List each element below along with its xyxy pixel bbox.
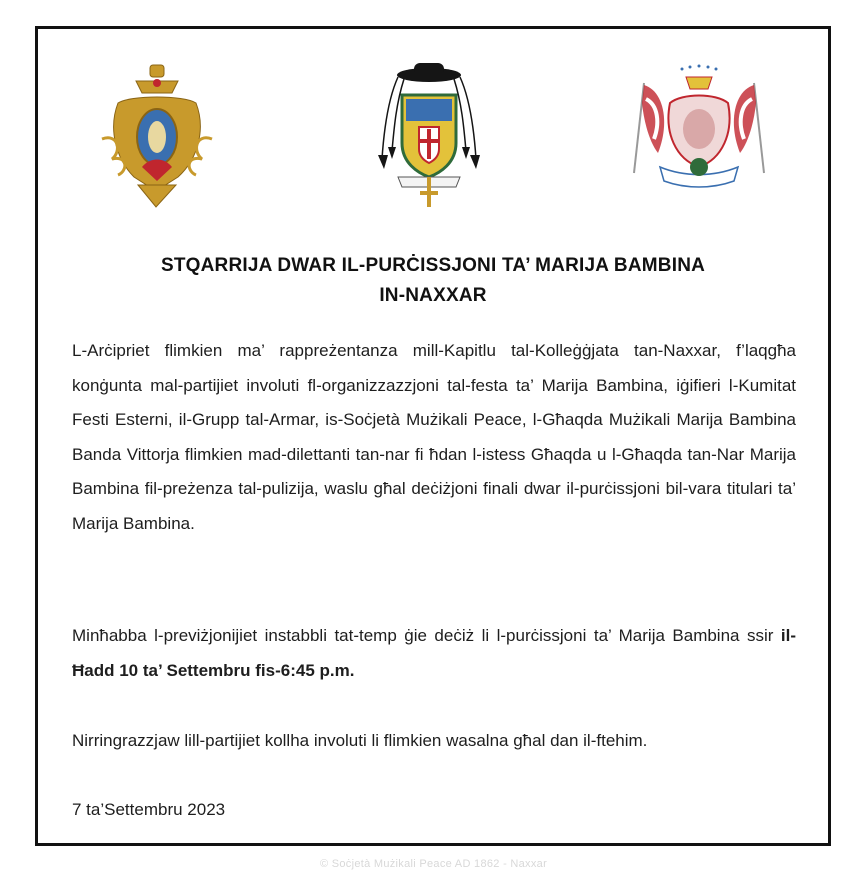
statement-date: 7 ta’Settembru 2023 [72, 800, 226, 819]
title-line-1: STQARRIJA DWAR IL-PURĊISSJONI TA’ MARIJA BAMBINA [160, 255, 706, 276]
procession-datetime: il-Ħadd 10 ta’ Settembru fis-6:45 p.m. [72, 626, 796, 680]
footer-watermark: © Soċjetà Mużikali Peace AD 1862 - Naxxar [319, 858, 548, 870]
band-club-emblem-icon [624, 63, 774, 203]
paragraph-thanks: Nirringrazzjaw lill-partijiet kollha involuti li flimkien wasalna għal dan il-ftehim. [72, 731, 648, 750]
title-line-2: IN-NAXXAR [379, 285, 487, 306]
paragraph-decision: L-Arċipriet flimkien ma’ rappreżentanza mill-Kapitlu tal-Kolleġġjata tan-Naxxar, f’laqgħa konġunta mal-partijiet involuti fl-organizzazzjoni tal-festa ta’ Marija Bambina, iġifieri l-Kumitat Festi Esterni, il-Grupp tal-Armar, is-Soċjetà Mużikali Peace, l-Għaqda Mużikali Marija Bambina Banda Vittorja flimkien mad-dilettanti tan-nar fi ħdan l-istess Għaqda u l-Għaqda tan-Nar Marija Bambina fil-preżenza tal-pulizija, waslu għal deċiżjoni finali dwar il-purċissjoni bil-vara titulari ta’ Marija Bambina. [72, 341, 796, 533]
bishop-coat-of-arms-icon [374, 59, 484, 209]
statement-title [38, 251, 828, 311]
statement-frame [35, 26, 831, 846]
parish-crest-icon [98, 59, 216, 209]
procession-text: Minħabba l-previżjonijiet instabbli tat-temp ġie deċiż li l-purċissjoni ta’ Marija Bambina ssir [72, 626, 781, 645]
paragraph-procession-time [72, 619, 796, 688]
